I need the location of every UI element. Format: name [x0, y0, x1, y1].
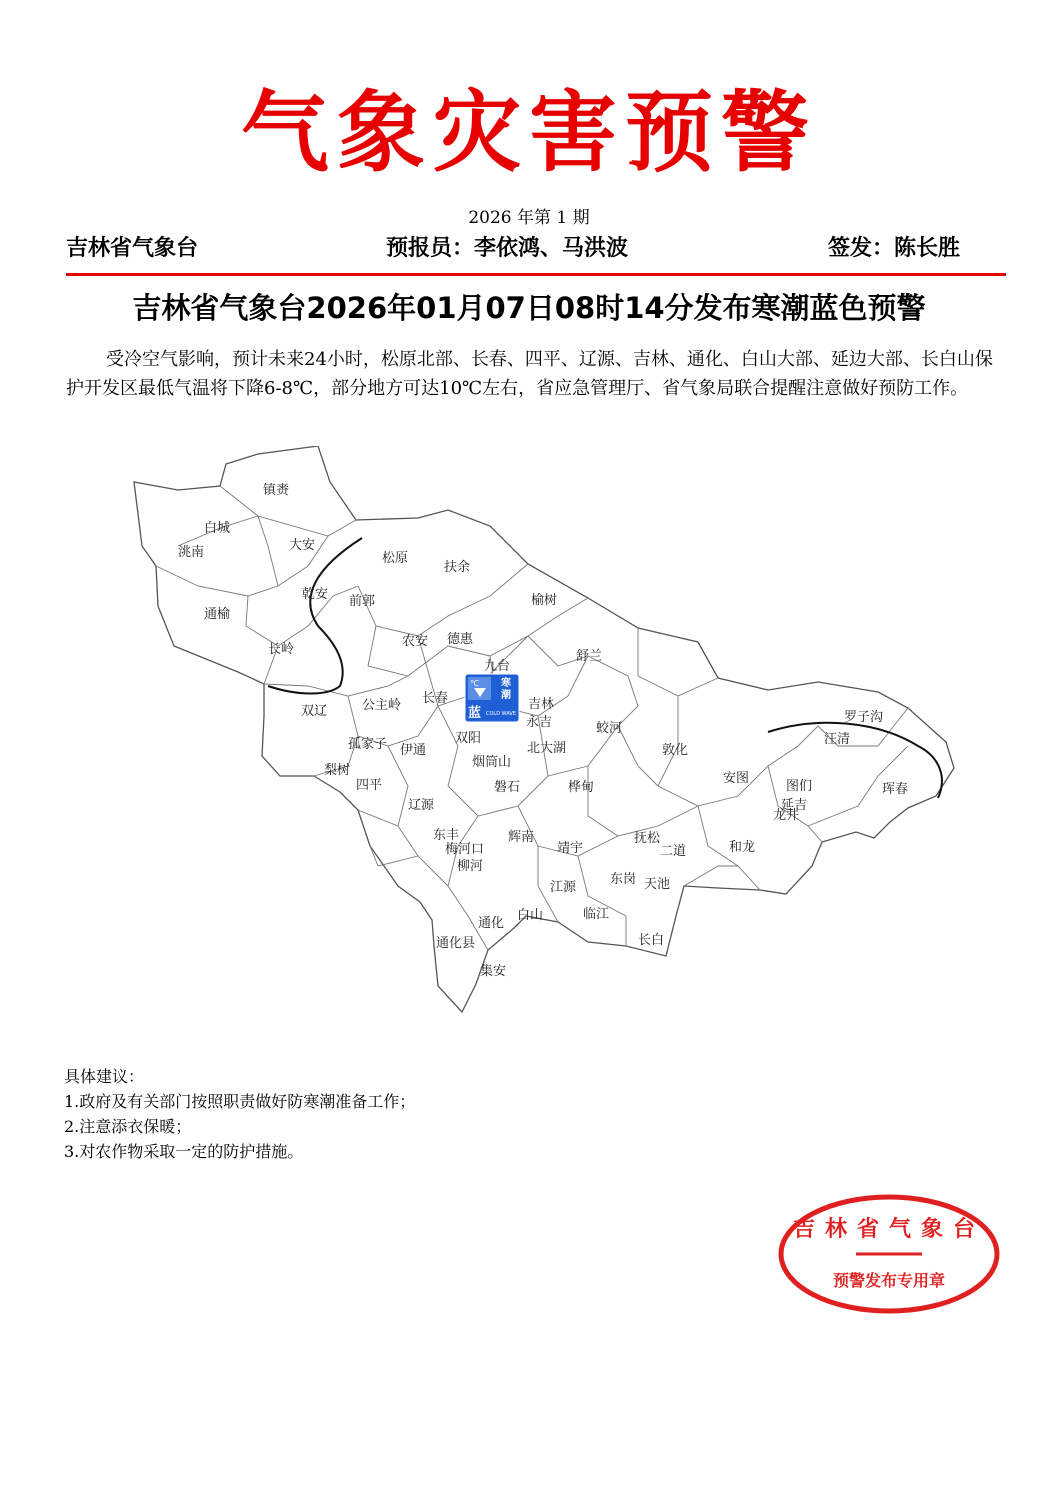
place-label: 东丰: [433, 828, 460, 843]
place-label: 安图: [723, 771, 750, 786]
place-label: 辉南: [508, 830, 535, 845]
cold-wave-warning-icon: [465, 674, 519, 722]
place-label: 梨树: [324, 763, 351, 778]
place-label: 烟筒山: [472, 755, 512, 770]
place-label: 罗子沟: [844, 710, 884, 725]
issue-number: 2026 年第 1 期: [468, 208, 590, 228]
place-label: 长白: [638, 933, 665, 948]
place-label: 柳河: [457, 859, 484, 874]
forecasters: 预报员：李依鸿、马洪波: [386, 235, 629, 261]
place-label: 双阳: [455, 731, 482, 746]
icon-bottom-right: COLD WAVE: [486, 711, 517, 717]
icon-top-right-2: 潮: [501, 690, 511, 701]
place-label: 吉林: [528, 697, 555, 712]
place-label: 白城: [204, 521, 231, 536]
seal-org: 吉林省气象台: [792, 1216, 986, 1242]
header-rule: [66, 273, 1006, 276]
place-label: 农安: [402, 634, 429, 649]
place-label: 镇赉: [263, 483, 290, 498]
place-label: 临江: [583, 907, 610, 922]
place-label: 公主岭: [362, 698, 402, 713]
place-label: 乾安: [302, 587, 329, 602]
place-label: 扶余: [444, 560, 471, 575]
place-label: 靖宇: [557, 841, 584, 856]
place-label: 龙井: [773, 808, 800, 823]
warning-headline: 吉林省气象台2026年01月07日08时14分发布寒潮蓝色预警: [132, 291, 926, 325]
place-label: 天池: [644, 877, 671, 892]
place-label: 蛟河: [596, 721, 623, 736]
place-label: 四平: [356, 778, 383, 793]
icon-top-left: ℃: [470, 679, 479, 688]
place-label: 梅河口: [445, 842, 485, 857]
place-label: 集安: [480, 964, 507, 979]
place-label: 前郭: [349, 594, 376, 609]
place-label: 长岭: [268, 642, 295, 657]
place-label: 舒兰: [576, 649, 603, 664]
masthead-title: 气象灾害预警: [240, 80, 817, 184]
place-label: 和龙: [729, 840, 756, 855]
place-label: 双辽: [301, 704, 328, 719]
place-label: 通化县: [436, 936, 476, 951]
place-label: 榆树: [531, 593, 558, 608]
place-label: 九台: [484, 659, 511, 674]
place-label: 图们: [786, 779, 813, 794]
place-label: 汪清: [824, 732, 851, 747]
place-label: 长春: [422, 691, 449, 706]
place-label: 通榆: [204, 607, 231, 622]
place-label: 敦化: [662, 743, 689, 758]
place-label: 二道: [660, 844, 687, 859]
jilin-warning-map: [118, 446, 958, 1016]
icon-top-right-1: 寒: [501, 678, 511, 689]
advice-item: 2.注意添衣保暖；: [64, 1117, 192, 1136]
place-label: 江源: [550, 880, 577, 895]
place-label: 白山: [517, 908, 544, 923]
issuer: 签发：陈长胜: [828, 235, 961, 261]
place-label: 延吉: [781, 798, 808, 813]
advice-item: 3.对农作物采取一定的防护措施。: [64, 1142, 304, 1161]
advice-heading: 具体建议：: [64, 1067, 145, 1086]
place-label: 松原: [382, 551, 409, 566]
place-label: 大安: [289, 538, 316, 553]
place-label: 通化: [478, 916, 505, 931]
place-label: 永吉: [526, 715, 553, 730]
place-label: 伊通: [400, 743, 427, 758]
place-label: 洮南: [178, 545, 205, 560]
icon-bottom-left: 蓝: [468, 706, 482, 721]
seal-purpose: 预警发布专用章: [832, 1271, 946, 1290]
place-label: 辽源: [408, 798, 435, 813]
official-seal: [776, 1192, 1002, 1316]
place-label: 珲春: [882, 782, 909, 797]
warning-summary: 受冷空气影响，预计未来24小时，松原北部、长春、四平、辽源、吉林、通化、白山大部、延边大部、长白山保护开发区最低气温将下降6-8℃，部分地方可达10℃左右，省应急管理厅、省气象局联合提醒注意做好预防工作。: [66, 349, 993, 399]
place-label: 东岗: [610, 872, 637, 887]
agency-name: 吉林省气象台: [66, 235, 199, 261]
place-label: 桦甸: [568, 780, 595, 795]
advice-section: [64, 1064, 415, 1164]
place-label: 抚松: [634, 831, 661, 846]
advice-item: 1.政府及有关部门按照职责做好防寒潮准备工作；: [64, 1092, 416, 1111]
place-label: 磐石: [494, 780, 521, 795]
place-label: 孤家子: [348, 737, 388, 752]
place-label: 德惠: [447, 632, 474, 647]
place-label: 北大湖: [527, 741, 567, 756]
